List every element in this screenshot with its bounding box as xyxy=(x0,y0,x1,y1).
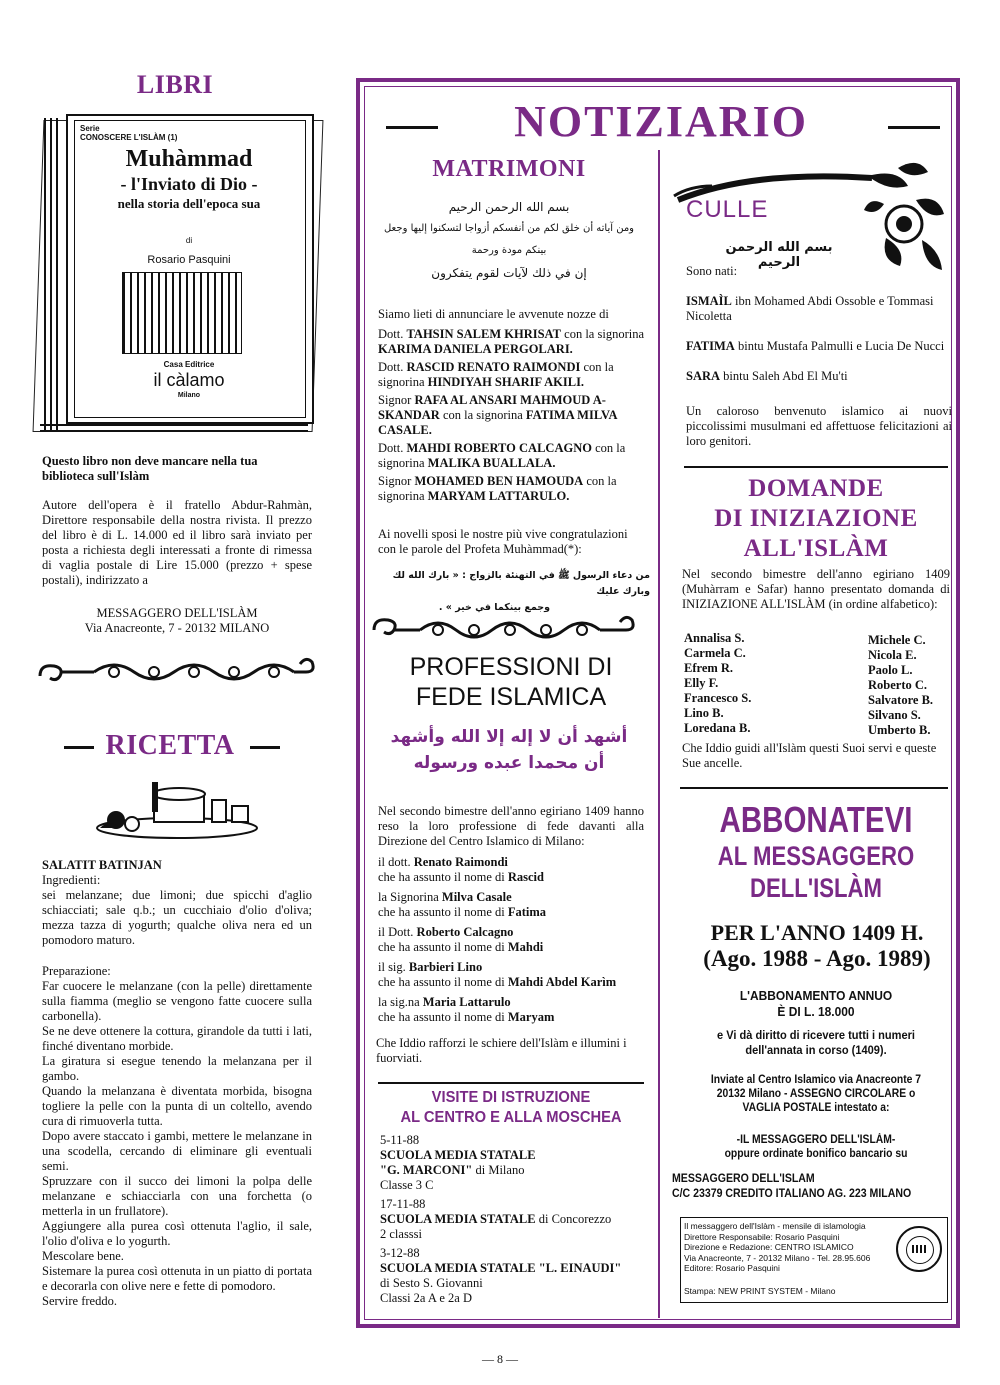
column-divider xyxy=(658,150,660,1318)
prep-step: Sistemare la purea così ottenuta in un piatto di portata e decorarla con olive nere e fette di pomodoro. xyxy=(42,1264,312,1293)
colophon-line: Stampa: NEW PRINT SYSTEM - Milano xyxy=(684,1285,836,1296)
conversion-entry: la Signorina Milva Casale che ha assunto il nome di Fatima xyxy=(378,890,547,919)
birth-entry: FATIMA bintu Mustafa Palmulli e Lucia De Nucci xyxy=(686,339,945,353)
births-list xyxy=(686,294,948,388)
culle-welcome: Un caloroso benvenuto islamico ai nuovi piccolissimi musulmani ed affettuose felicitazioni ai loro genitori. xyxy=(686,404,952,448)
visite-title xyxy=(389,1088,634,1128)
prep-step: Dopo avere staccato i gambi, mettere le melanzane in una scodella, cercando di eliminare gli eventuali semi. xyxy=(42,1129,312,1173)
rights-line2: dell'annata in corso (1409). xyxy=(745,1043,887,1057)
prep-step: Se ne deve ottenere la cottura, girandole da tutti i lati, finché diventano morbide. xyxy=(42,1024,312,1053)
book-publisher: il càlamo xyxy=(153,370,225,390)
year-line1: PER L'ANNO 1409 H. xyxy=(710,920,924,945)
book-author: Rosario Pasquini xyxy=(147,254,231,266)
subscription-to xyxy=(694,1133,939,1161)
prep-step: La giratura si esegue tenendo la melanzana per il gambo. xyxy=(42,1054,312,1083)
couples-list xyxy=(378,327,644,507)
professioni-list xyxy=(378,855,644,1030)
professioni-title-line1: PROFESSIONI DI xyxy=(409,653,613,681)
couple-entry: Dott. MAHDI ROBERTO CALCAGNO con la signorina MALIKA BUALLALA. xyxy=(378,441,626,470)
domande-title xyxy=(680,474,952,564)
visit-entry: 17-11-88 SCUOLA MEDIA STATALE di Concorezzo 2 classsi xyxy=(380,1197,612,1241)
visit-entry: 3-12-88 SCUOLA MEDIA STATALE "L. EINAUDI" di Sesto S. Giovanni Classi 2a A e 2a D xyxy=(380,1246,622,1305)
domande-title-line2: DI INIZIAZIONE xyxy=(714,505,918,532)
domande-closing: Che Iddio guidi all'Islàm questi Suoi servi e queste Sue ancelle. xyxy=(682,741,937,770)
price-line2: È DI L. 18.000 xyxy=(777,1004,855,1019)
professioni-intro: Nel secondo bimestre dell'anno egiriano 1409 hanno reso la loro professione di fede davanti alla Direzione del Centro Islamico di Milano: xyxy=(378,804,644,848)
matrimoni-closing: Ai novelli sposi le nostre più vive congratulazioni con le parole del Profeta Muhàmmad(*): xyxy=(378,527,628,556)
culle-title: CULLE xyxy=(686,196,769,223)
couple-entry: Dott. RASCID RENATO RAIMONDI con la signorina HINDIYAH SHARIF AKILI. xyxy=(378,360,614,389)
page-number: — 8 — xyxy=(482,1352,518,1366)
send-line3: VAGLIA POSTALE intestato a: xyxy=(742,1102,890,1114)
professioni-title xyxy=(378,652,644,712)
libri-title: LIBRI xyxy=(136,70,214,99)
book-info: Autore dell'opera è il fratello Abdur-Rahmàn, Direttore responsabile della nostra rivista. Il prezzo del libro è di L. 14.000 ed il libro sarà inviato per posta a richiesta degli interessati a fronte di rimessa di vaglia postale di Lire 15.000 (prezzo + spese postali), indirizzato a xyxy=(42,498,312,587)
arabic-quote-line: من دعاء الرسول ﷺ في التهنئة بالزواج : « بارك الله لك وبارك عليك xyxy=(392,570,650,597)
couple-entry: Signor RAFA AL ANSARI MAHMOUD A-SKANDAR con la signorina FATIMA MILVA CASALE. xyxy=(378,393,617,437)
matrimoni-intro: Siamo lieti di annunciare le avvenute nozze di xyxy=(378,307,609,321)
conversion-entry: il dott. Renato Raimondi che ha assunto il nome di Rascid xyxy=(378,855,544,884)
culle-arabic: بسم الله الرحمن الرحيم xyxy=(725,240,833,270)
ornament-divider xyxy=(34,652,318,692)
prep-step: Far cuocere le melanzane (con la pelle) direttamente sulla fiamma (meglio se vengono fatte cuocere sulla carbonella). xyxy=(42,979,312,1023)
book-recommendation: Questo libro non deve mancare nella tua biblioteca sull'Islàm xyxy=(42,454,258,483)
shahada-calligraphy: أشهد أن لا إله إلا الله وأشهد أن محمدا عبده ورسوله xyxy=(390,727,628,773)
prep-step: Servire freddo. xyxy=(42,1294,117,1308)
colophon-line: Editore: Rosario Pasquini xyxy=(684,1263,780,1273)
conversion-entry: il Dott. Roberto Calcagno che ha assunto il nome di Mahdi xyxy=(378,925,544,954)
preparation-label: Preparazione: xyxy=(42,964,111,978)
visite-title-line1: VISITE DI ISTRUZIONE xyxy=(431,1089,591,1106)
book-city: Milano xyxy=(177,392,201,399)
arabic-quote xyxy=(370,568,650,616)
to-line1: -IL MESSAGGERO DELL'ISLÀM- xyxy=(736,1134,896,1146)
visite-list xyxy=(380,1133,646,1306)
rights-line1: e Vi dà diritto di ricevere tutti i numeri xyxy=(717,1028,915,1042)
price-line1: L'ABBONAMENTO ANNUO xyxy=(739,988,893,1003)
arabic-quote-line: وجمع بينكما في خير » . xyxy=(438,602,550,613)
prep-step: Aggiungere alla purea così ottenuta l'aglio, il sale, l'olio d'oliva e lo yogurth. xyxy=(42,1219,312,1248)
book-di: di xyxy=(185,236,193,245)
ingredients-label: Ingredienti: xyxy=(42,873,101,887)
colophon-line: Direzione e Redazione: CENTRO ISLAMICO xyxy=(684,1242,854,1252)
birth-entry: ISMAÌL ibn Mohamed Abdi Ossoble e Tommasi Nicoletta xyxy=(686,294,934,323)
colophon-text xyxy=(684,1221,894,1296)
visite-title-line2: AL CENTRO E ALLA MOSCHEA xyxy=(400,1109,622,1126)
bank-line1: MESSAGGERO DELL'ISLAM xyxy=(672,1171,815,1185)
couple-entry: Signor MOHAMED BEN HAMOUDA con la signorina MARYAM LATTARULO. xyxy=(378,474,617,503)
birth-entry: SARA bintu Saleh Abd El Mu'ti xyxy=(686,369,848,383)
subscription-price xyxy=(691,988,941,1020)
seal-logo-icon xyxy=(896,1226,942,1272)
year-line2: (Ago. 1988 - Ago. 1989) xyxy=(703,946,931,971)
ornament-divider xyxy=(370,612,646,648)
cooking-illustration xyxy=(92,780,262,847)
book-collection: CONOSCERE L'ISLÀM (1) xyxy=(80,133,178,142)
domande-title-line1: DOMANDE xyxy=(748,475,884,502)
prep-step: Spruzzare con il succo dei limoni la polpa delle melanzane e schiacciarla con una forchetta (o metterla in un frullatore). xyxy=(42,1174,312,1218)
address-line1: MESSAGGERO DELL'ISLÀM xyxy=(96,606,258,620)
bank-details xyxy=(672,1171,927,1201)
prep-step: Quando la melanzana è diventata morbida, bisogna togliere la pelle con la punta di un coltello, avendo cura di rimuoverla tutta. xyxy=(42,1084,312,1128)
ricetta-title: RICETTA xyxy=(105,730,235,761)
send-line1: Inviate al Centro Islamico via Anacreonte 7 xyxy=(710,1074,922,1086)
preparation-steps xyxy=(42,979,312,1309)
arabic-line: بسم الله الرحمن الرحيم xyxy=(448,200,570,214)
abbonatevi-title xyxy=(680,800,952,904)
professioni-title-line2: FEDE ISLAMICA xyxy=(415,683,607,711)
bank-line2: C/C 23379 CREDITO ITALIANO AG. 223 MILANO xyxy=(672,1186,912,1200)
domande-intro: Nel secondo bimestre dell'anno egiriano 1409 (Muhàrram e Safar) hanno presentato domanda di INIZIAZIONE ALL'ISLÀM (in ordine alfabetico): xyxy=(682,567,950,611)
notiziario-title: NOTIZIARIO xyxy=(514,97,808,146)
address-line2: Via Anacreonte, 7 - 20132 MILANO xyxy=(84,621,270,635)
book-subtitle2: nella storia dell'epoca sua xyxy=(117,196,261,211)
initiates-list xyxy=(684,631,948,738)
to-line2: oppure ordinate bonifico bancario su xyxy=(724,1148,908,1160)
couple-entry: Dott. TAHSIN SALEM KHRISAT con la signorina KARIMA DANIELA PERGOLARI. xyxy=(378,327,645,356)
book-publisher-label: Casa Editrice xyxy=(163,360,215,369)
visit-entry: 5-11-88 SCUOLA MEDIA STATALE "G. MARCONI" di Milano Classe 3 C xyxy=(380,1133,536,1192)
culle-intro: Sono nati: xyxy=(686,264,738,278)
recipe-name: SALATIT BATINJAN xyxy=(42,858,162,872)
arabic-line: إن في ذلك لآيات لقوم يتفكرون xyxy=(431,266,587,280)
colophon-line: Via Anacreonte, 7 - 20132 Milano - Tel. 28.95.606 xyxy=(684,1252,871,1263)
abbonatevi-line2: AL MESSAGGERO xyxy=(717,841,915,871)
send-line2: 20132 Milano - ASSEGNO CIRCOLARE o xyxy=(716,1088,916,1100)
abbonatevi-line1: ABBONATEVI xyxy=(719,799,913,840)
prep-step: Mescolare bene. xyxy=(42,1249,124,1263)
subscription-rights xyxy=(691,1028,941,1058)
colophon-line: Direttore Responsabile: Rosario Pasquini xyxy=(684,1231,840,1242)
subscription-year xyxy=(672,920,962,972)
arabic-verse xyxy=(380,196,638,284)
book-subtitle1: - l'Inviato di Dio - xyxy=(120,174,258,194)
book-calligraphy-image xyxy=(122,272,242,354)
domande-title-line3: ALL'ISLÀM xyxy=(743,535,889,562)
ingredients-text: sei melanzane; due limoni; due spicchi d'aglio schiacciati; sale q.b.; un cucchiaio d'olio d'oliva; mezza tazza di yogurth; qualche oliva nera ed un pomodoro maturo. xyxy=(42,888,312,947)
arabic-line: ومن آياته أن خلق لكم من أنفسكم أزواجا لتسكنوا إليها وجعل بينكم مودة ورحمة xyxy=(383,223,635,256)
matrimoni-title: MATRIMONI xyxy=(432,156,586,182)
professioni-closing: Che Iddio rafforzi le schiere dell'Islàm e illumini i fuorviati. xyxy=(376,1036,627,1065)
colophon-line: Il messaggero dell'Islàm - mensile di islamologia xyxy=(684,1221,866,1231)
conversion-entry: il sig. Barbieri Lino che ha assunto il nome di Mahdi Abdel Karìm xyxy=(378,960,617,989)
initiates-col2: Michele C. Nicola E. Paolo L. Roberto C. Salvatore B. Silvano S. Umberto B. xyxy=(868,633,934,737)
conversion-entry: la sig.na Maria Lattarulo che ha assunto il nome di Maryam xyxy=(378,995,555,1024)
abbonatevi-line3: DELL'ISLÀM xyxy=(750,873,882,903)
book-serie: Serie xyxy=(80,124,100,133)
initiates-col1: Annalisa S. Carmela C. Efrem R. Elly F. Francesco S. Lino B. Loredana B. xyxy=(684,631,752,735)
book-title: Muhàmmad xyxy=(125,146,253,172)
subscription-send xyxy=(694,1073,939,1115)
